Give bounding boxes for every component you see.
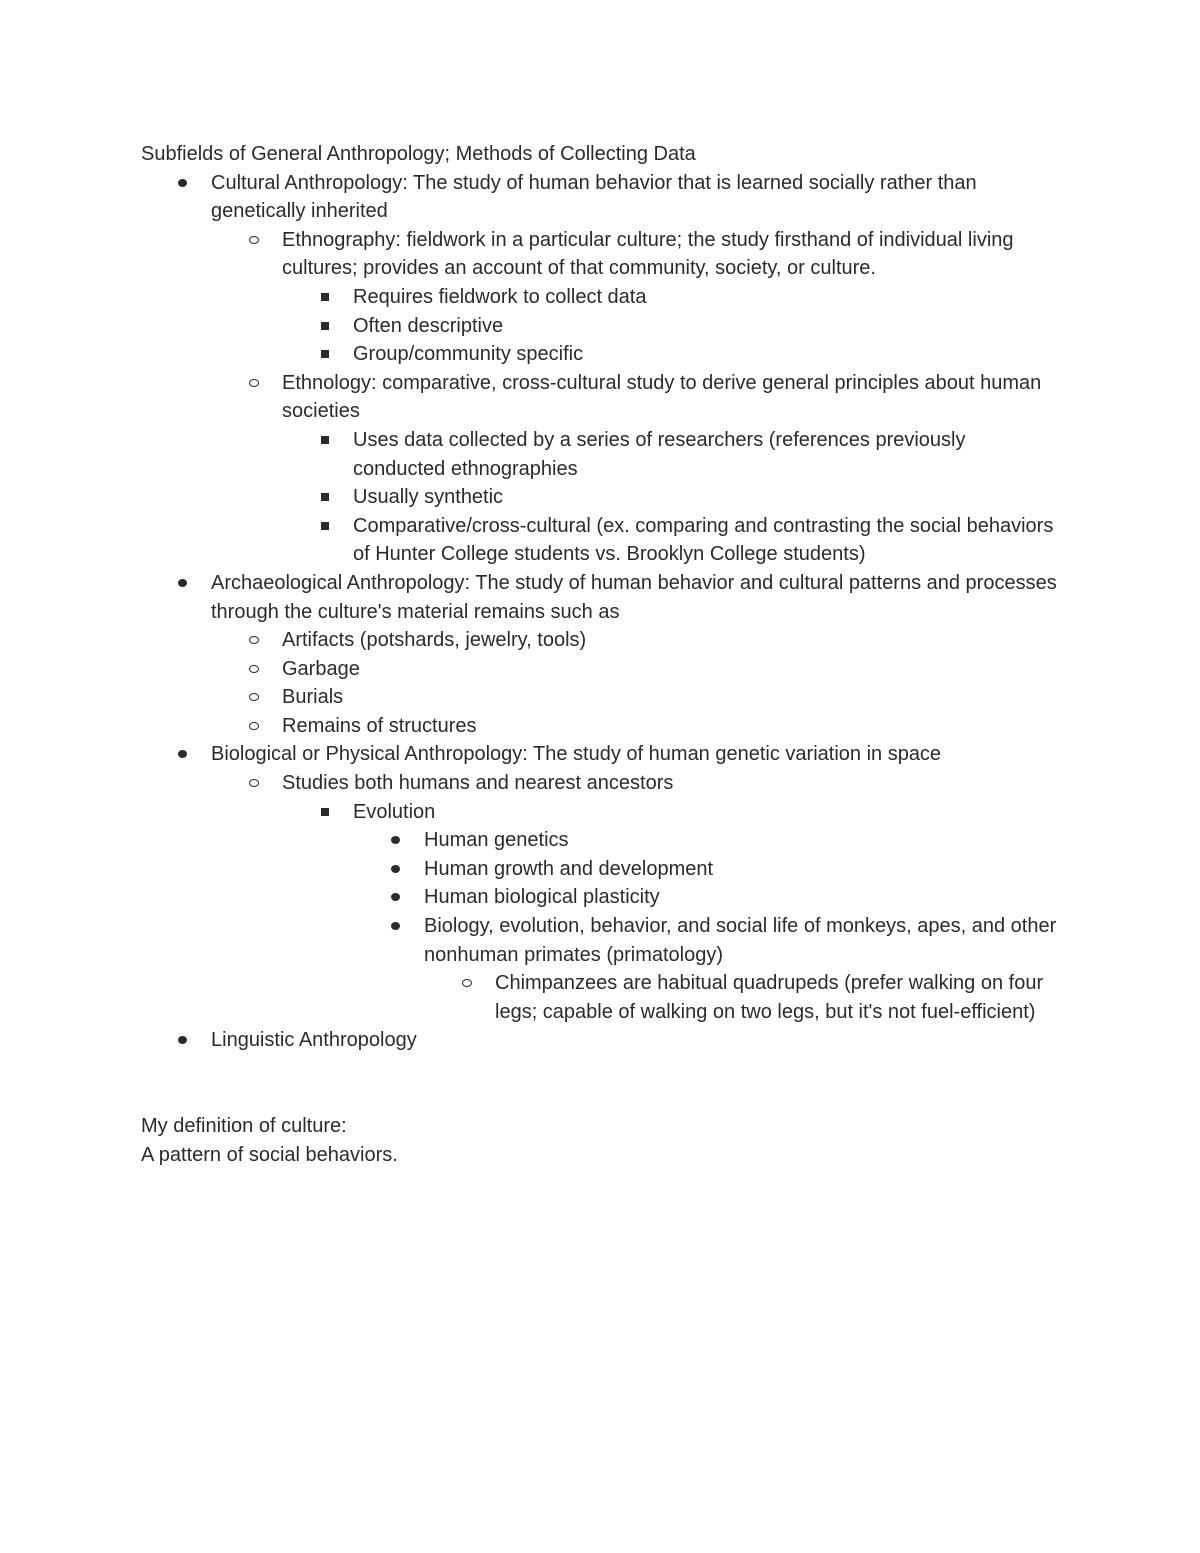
bullet-circle-icon (249, 693, 259, 701)
ethnography-text: Ethnography: fieldwork in a particular culture; the study firsthand of individual living cultures; provides an account of that community, society, or culture. (282, 228, 1014, 280)
bullet-disc-icon (178, 579, 187, 587)
list-item-ethnology (282, 369, 1061, 569)
bullet-circle-icon (249, 722, 259, 730)
bullet-square-icon (321, 493, 329, 501)
bullet-circle-icon (249, 636, 259, 644)
list-item-archaeological-anthropology (211, 569, 1061, 741)
primatology-list (424, 969, 1061, 1026)
bullet-disc-icon (178, 750, 187, 758)
linguistic-anthropology-text: Linguistic Anthropology (211, 1029, 417, 1052)
document-body (141, 140, 1061, 1169)
list-item (282, 655, 1061, 684)
bullet-disc-icon (391, 922, 400, 930)
bullet-disc-icon (391, 836, 400, 844)
paragraph-spacer (141, 1055, 1061, 1112)
list-item (424, 855, 1061, 884)
list-item (282, 626, 1061, 655)
material-remains-list (211, 626, 1061, 740)
evolution-topic: Biology, evolution, behavior, and social life of monkeys, apes, and other nonhuman primates (primatology) (424, 915, 1057, 966)
list-item (424, 912, 1061, 1026)
list-item-studies (282, 769, 1061, 1026)
ethnography-point: Often descriptive (353, 314, 504, 337)
list-item (424, 826, 1061, 855)
bullet-circle-icon (249, 779, 259, 787)
bullet-square-icon (321, 322, 329, 330)
evolution-topic: Human genetics (424, 829, 569, 852)
list-item-cultural-anthropology (211, 169, 1061, 569)
ethnography-point: Group/community specific (353, 343, 584, 366)
bullet-square-icon (321, 350, 329, 358)
ethnography-point: Requires fieldwork to collect data (353, 285, 647, 308)
studies-text: Studies both humans and nearest ancestors (282, 772, 674, 795)
bullet-circle-icon (249, 379, 259, 387)
ethnography-points-list (282, 283, 1061, 369)
ethnology-points-list (282, 426, 1061, 569)
chimpanzee-note: Chimpanzees are habitual quadrupeds (prefer walking on four legs; capable of walking on two legs, but it's not fuel-efficient) (495, 972, 1044, 1023)
material-remain: Burials (282, 686, 344, 709)
material-remain: Garbage (282, 657, 360, 680)
evolution-topic: Human growth and development (424, 857, 714, 880)
bullet-square-icon (321, 808, 329, 816)
list-item (353, 512, 1061, 569)
bullet-circle-icon (249, 236, 259, 244)
evolution-list (282, 798, 1061, 1027)
list-item (353, 483, 1061, 512)
evolution-topics-list (353, 826, 1061, 1026)
ethnology-point: Usually synthetic (353, 486, 504, 509)
definition-label: My definition of culture: (141, 1115, 347, 1137)
list-item-biological-anthropology (211, 740, 1061, 1026)
definition-text: A pattern of social behaviors. (141, 1143, 398, 1166)
list-item (424, 883, 1061, 912)
bullet-square-icon (321, 293, 329, 301)
list-item (282, 712, 1061, 741)
evolution-topic: Human biological plasticity (424, 886, 660, 909)
bullet-square-icon (321, 522, 329, 530)
list-item (353, 312, 1061, 341)
list-item-linguistic-anthropology (211, 1026, 1061, 1055)
biological-studies-list (211, 769, 1061, 1026)
biological-anthropology-text: Biological or Physical Anthropology: The study of human genetic variation in space (211, 743, 942, 766)
bullet-circle-icon (462, 979, 472, 987)
material-remain: Artifacts (potshards, jewelry, tools) (282, 629, 587, 652)
list-item-ethnography (282, 226, 1061, 369)
ethnology-text: Ethnology: comparative, cross-cultural study to derive general principles about human societies (282, 371, 1042, 423)
cultural-methods-list (211, 226, 1061, 569)
ethnology-point: Uses data collected by a series of researchers (references previously conducted ethnographies (353, 428, 966, 480)
document-title: Subfields of General Anthropology; Methods of Collecting Data (141, 143, 696, 165)
bullet-circle-icon (249, 665, 259, 673)
subfields-list (141, 169, 1061, 1055)
ethnology-point: Comparative/cross-cultural (ex. comparing and contrasting the social behaviors of Hunter College students vs. Brooklyn College students) (353, 514, 1054, 566)
material-remain: Remains of structures (282, 714, 477, 737)
bullet-disc-icon (178, 179, 187, 187)
list-item (495, 969, 1061, 1026)
list-item-evolution (353, 798, 1061, 1027)
list-item (282, 683, 1061, 712)
bullet-disc-icon (391, 893, 400, 901)
bullet-disc-icon (391, 865, 400, 873)
evolution-text: Evolution (353, 800, 436, 823)
archaeological-anthropology-text: Archaeological Anthropology: The study of human behavior and cultural patterns and processes through the culture's material remains such as (211, 571, 1057, 623)
list-item (353, 426, 1061, 483)
list-item (353, 283, 1061, 312)
list-item (353, 340, 1061, 369)
bullet-square-icon (321, 436, 329, 444)
bullet-disc-icon (178, 1036, 187, 1044)
cultural-anthropology-text: Cultural Anthropology: The study of human behavior that is learned socially rather than genetically inherited (211, 171, 977, 223)
